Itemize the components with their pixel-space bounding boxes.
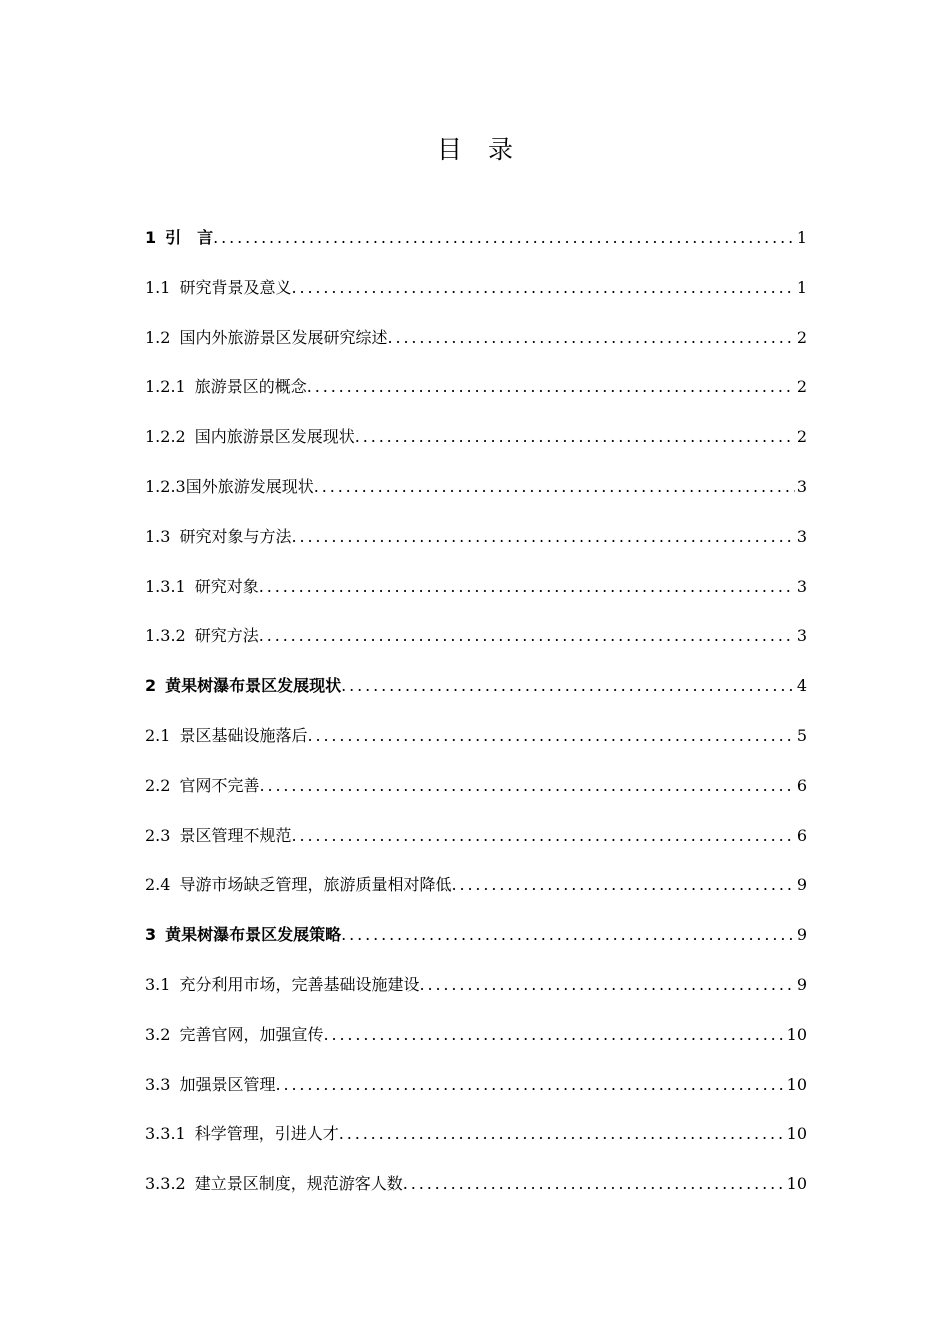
- dot-leader: [314, 471, 795, 503]
- toc-entry-text: [145, 571, 259, 603]
- toc-entry-page: 10: [786, 1124, 807, 1144]
- toc-entry-text: [145, 322, 387, 354]
- toc-entry-label: 建立景区制度，规范游客人数: [194, 1174, 403, 1194]
- toc-entry[interactable]: [145, 322, 807, 372]
- toc-entry-number: 3.3.1: [145, 1124, 186, 1144]
- dot-leader: [355, 421, 795, 453]
- dot-leader: [451, 869, 794, 901]
- toc-entry-label: 景区管理不规范: [179, 825, 292, 845]
- toc-entry-label: 导游市场缺乏管理，旅游质量相对降低: [179, 875, 452, 895]
- toc-entry[interactable]: [145, 869, 807, 919]
- toc-entry[interactable]: [145, 1069, 807, 1119]
- toc-entry-label: 加强景区管理: [179, 1074, 276, 1094]
- toc-entry-number: 3: [145, 925, 157, 945]
- toc-entry-page: 3: [796, 626, 807, 646]
- toc-entry-page: 1: [796, 228, 807, 247]
- table-of-contents: [145, 222, 807, 1218]
- toc-entry-text: [145, 471, 314, 503]
- toc-entry-text: [145, 421, 355, 453]
- toc-entry-text: [145, 1118, 339, 1150]
- toc-entry[interactable]: [145, 1168, 807, 1218]
- dot-leader: [291, 272, 794, 304]
- toc-entry-label: 充分利用市场，完善基础设施建设: [179, 974, 420, 994]
- toc-entry-page: 9: [796, 925, 807, 945]
- toc-entry-number: 3.3: [145, 1074, 171, 1094]
- toc-entry[interactable]: [145, 770, 807, 820]
- toc-entry-text: [145, 770, 259, 802]
- toc-entry[interactable]: [145, 670, 807, 720]
- toc-entry-text: [145, 720, 307, 752]
- toc-entry-number: 2.2: [145, 775, 171, 795]
- toc-entry[interactable]: [145, 371, 807, 421]
- toc-entry-number: 1.3: [145, 526, 171, 546]
- toc-entry[interactable]: [145, 1019, 807, 1069]
- toc-entry-label: 研究对象: [194, 576, 259, 596]
- toc-entry-label: 黄果树瀑布景区发展策略: [165, 925, 342, 945]
- dot-leader: [419, 969, 794, 1001]
- toc-entry[interactable]: [145, 820, 807, 870]
- toc-entry-number: 3.3.2: [145, 1174, 186, 1194]
- toc-entry-text: [145, 272, 291, 304]
- toc-entry-label: 完善官网，加强宣传: [179, 1024, 324, 1044]
- dot-leader: [291, 521, 794, 553]
- toc-entry-label: 景区基础设施落后: [179, 725, 308, 745]
- dot-leader: [307, 720, 794, 752]
- toc-entry-text: [145, 670, 341, 702]
- toc-entry[interactable]: [145, 969, 807, 1019]
- toc-entry-page: 3: [796, 476, 807, 496]
- toc-entry[interactable]: [145, 272, 807, 322]
- toc-entry-number: 1: [145, 228, 157, 247]
- toc-entry-text: [145, 521, 291, 553]
- toc-entry-number: 1.3.2: [145, 626, 186, 646]
- dot-leader: [341, 919, 795, 951]
- toc-entry-label: 科学管理，引进人才: [194, 1124, 339, 1144]
- toc-entry-label: 研究背景及意义: [179, 277, 292, 297]
- toc-entry[interactable]: [145, 222, 807, 272]
- toc-entry-page: 6: [796, 775, 807, 795]
- toc-entry-label: 引 言: [165, 228, 214, 247]
- toc-entry-text: [145, 371, 307, 403]
- toc-entry-number: 1.1: [145, 277, 171, 297]
- toc-entry[interactable]: [145, 471, 807, 521]
- toc-entry-number: 1.2: [145, 327, 171, 347]
- toc-entry-text: [145, 620, 259, 652]
- toc-entry-page: 6: [796, 825, 807, 845]
- toc-entry-number: 2.1: [145, 725, 171, 745]
- toc-entry-text: [145, 969, 419, 1001]
- toc-entry-text: [145, 919, 341, 951]
- toc-entry-number: 1.2.2: [145, 427, 186, 447]
- toc-entry-page: 10: [786, 1024, 807, 1044]
- dot-leader: [213, 222, 795, 254]
- toc-entry-text: [145, 1069, 275, 1101]
- toc-entry-number: 1.2.1: [145, 377, 186, 397]
- toc-entry-page: 3: [796, 576, 807, 596]
- toc-entry-label: 研究方法: [194, 626, 259, 646]
- toc-entry-number: 1.3.1: [145, 576, 186, 596]
- toc-entry-label: 旅游景区的概念: [194, 377, 307, 397]
- toc-entry[interactable]: [145, 521, 807, 571]
- toc-entry-page: 9: [796, 974, 807, 994]
- dot-leader: [387, 322, 794, 354]
- toc-entry-page: 3: [796, 526, 807, 546]
- toc-entry[interactable]: [145, 720, 807, 770]
- dot-leader: [259, 620, 795, 652]
- toc-entry-page: 5: [796, 725, 807, 745]
- toc-entry-label: 研究对象与方法: [179, 526, 292, 546]
- toc-entry-text: [145, 869, 451, 901]
- toc-entry-page: 10: [786, 1074, 807, 1094]
- toc-entry-text: [145, 820, 291, 852]
- toc-entry-text: [145, 1168, 403, 1200]
- dot-leader: [323, 1019, 784, 1051]
- dot-leader: [307, 371, 795, 403]
- toc-entry-text: [145, 1019, 323, 1051]
- toc-entry-label: 官网不完善: [179, 775, 260, 795]
- dot-leader: [403, 1168, 785, 1200]
- dot-leader: [341, 670, 795, 702]
- toc-entry-page: 2: [796, 427, 807, 447]
- toc-entry-page: 9: [796, 875, 807, 895]
- dot-leader: [275, 1069, 784, 1101]
- toc-entry-label: 黄果树瀑布景区发展现状: [165, 676, 342, 696]
- toc-entry-page: 10: [786, 1174, 807, 1194]
- toc-entry[interactable]: [145, 421, 807, 471]
- toc-entry-page: 2: [796, 377, 807, 397]
- toc-entry-number: 2.3: [145, 825, 171, 845]
- toc-entry[interactable]: [145, 620, 807, 670]
- toc-entry-number: 2: [145, 676, 157, 696]
- toc-entry-label: 国内旅游景区发展现状: [194, 427, 355, 447]
- dot-leader: [259, 770, 794, 802]
- toc-entry-label: 国内外旅游景区发展研究综述: [179, 327, 388, 347]
- toc-entry-number: 2.4: [145, 875, 171, 895]
- toc-entry-page: 4: [796, 676, 807, 696]
- toc-entry-number: 1.2.3: [145, 476, 186, 496]
- toc-entry-number: 3.2: [145, 1024, 171, 1044]
- toc-entry-page: 1: [796, 277, 807, 297]
- toc-entry[interactable]: [145, 1118, 807, 1168]
- dot-leader: [259, 571, 795, 603]
- toc-entry-label: 国外旅游发展现状: [185, 476, 314, 496]
- toc-entry[interactable]: [145, 919, 807, 969]
- dot-leader: [291, 820, 794, 852]
- toc-title: 目录: [436, 135, 539, 164]
- toc-entry[interactable]: [145, 571, 807, 621]
- toc-entry-text: [145, 222, 213, 254]
- toc-entry-page: 2: [796, 327, 807, 347]
- dot-leader: [339, 1118, 785, 1150]
- toc-entry-number: 3.1: [145, 974, 171, 994]
